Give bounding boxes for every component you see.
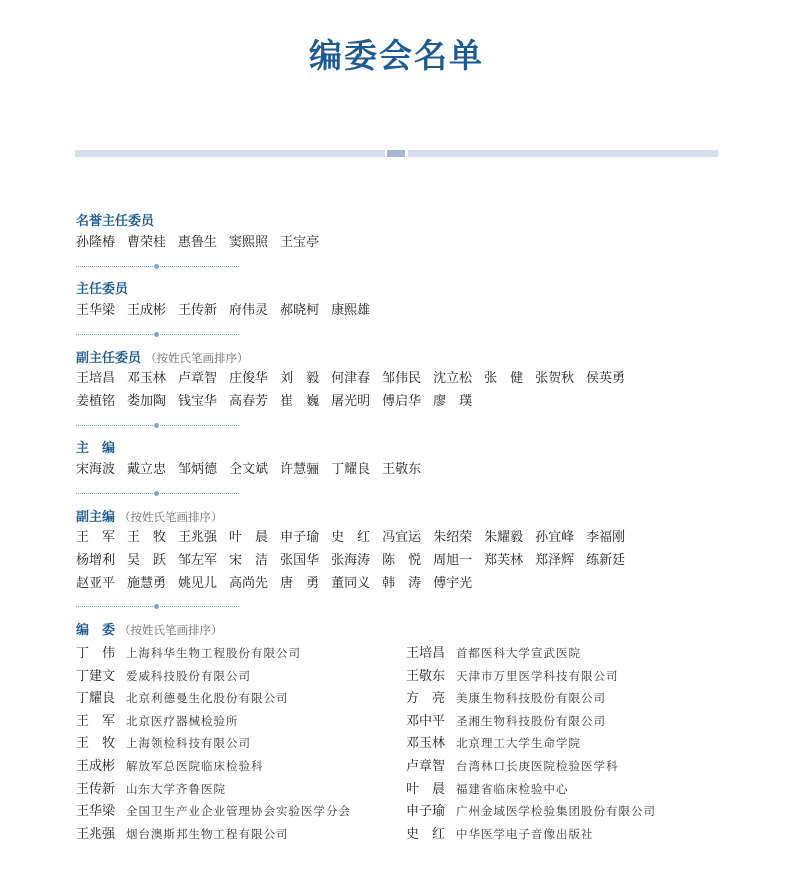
editor-name: 王成彬: [76, 758, 116, 774]
member-name: 窦熙照: [229, 235, 269, 250]
page-title: 编委会名单: [309, 36, 484, 75]
member-name: 杨增利: [76, 553, 116, 568]
editor-entry: [406, 754, 766, 777]
editor-organization: 上海领检科技有限公司: [126, 736, 251, 751]
section-separator: [76, 423, 239, 429]
member-name: 郑泽辉: [535, 553, 575, 568]
member-name: 沈立松: [433, 371, 473, 386]
section-chairs: [76, 281, 736, 322]
member-name: 康熙雄: [331, 303, 371, 318]
section-heading: 编 委 （按姓氏笔画排序）: [76, 623, 223, 638]
editor-entry: [76, 731, 436, 754]
member-name: 赵亚平: [76, 576, 116, 591]
member-name: 邹伟民: [382, 371, 422, 386]
member-name: 王传新: [178, 303, 218, 318]
member-name: 王敬东: [382, 462, 422, 477]
editor-organization: 广州金域医学检验集团股份有限公司: [456, 804, 656, 819]
section-deputy-editors: [76, 508, 736, 595]
name-row: [76, 458, 736, 481]
member-name: 施慧勇: [127, 576, 167, 591]
member-name: 陈 悦: [382, 553, 422, 568]
member-name: 郑芙林: [484, 553, 524, 568]
editor-organization: 美康生物科技股份有限公司: [456, 691, 606, 706]
editor-entry: [406, 777, 766, 800]
member-name: 王兆强: [178, 530, 218, 545]
editor-organization: 上海科华生物工程股份有限公司: [126, 646, 301, 660]
editor-name: 丁建文: [76, 668, 116, 684]
member-name: 邹炳德: [178, 462, 218, 477]
editor-entry: [76, 641, 436, 664]
member-name: 王 牧: [127, 530, 167, 545]
member-name: 崔 巍: [280, 394, 320, 409]
name-row: [76, 549, 736, 572]
editorial-board-right-column: [406, 641, 766, 844]
sort-note: （按姓氏笔画排序）: [119, 623, 223, 637]
editor-entry: [406, 641, 766, 664]
editor-entry: [76, 799, 436, 822]
editor-entry: [406, 709, 766, 732]
editor-organization: 烟台澳斯邦生物工程有限公司: [126, 826, 289, 841]
member-name: 王宝亭: [280, 235, 320, 250]
member-name: 戴立忠: [127, 462, 167, 477]
editor-name: 卢章智: [406, 758, 446, 774]
member-name: 唐 勇: [280, 576, 320, 591]
member-name: 傅启华: [382, 394, 422, 409]
member-name: 钱宝华: [178, 394, 218, 409]
member-name: 朱耀毅: [484, 530, 524, 545]
editor-name: 王 军: [76, 713, 116, 729]
member-name: 郝晓柯: [280, 303, 320, 318]
member-name: 廖 璞: [433, 394, 473, 409]
editor-name: 王 牧: [76, 736, 116, 752]
editor-entry: [76, 822, 436, 845]
member-name: 何津春: [331, 371, 371, 386]
title-divider-marker: [387, 150, 405, 157]
member-name: 孙隆椿: [76, 235, 116, 250]
member-name: 屠光明: [331, 394, 371, 409]
member-name: 叶 晨: [229, 530, 269, 545]
member-name: 韩 涛: [382, 576, 422, 591]
editor-organization: 全国卫生产业企业管理协会实验医学分会: [126, 804, 351, 819]
member-name: 刘 毅: [280, 371, 320, 386]
section-separator: [76, 264, 239, 270]
section-separator: [76, 332, 239, 338]
member-name: 周旭一: [433, 553, 473, 568]
member-name: 高尚先: [229, 576, 269, 591]
name-row: [76, 572, 736, 595]
editor-organization: 北京理工大学生命学院: [456, 736, 581, 751]
member-name: 孙宜峰: [535, 530, 575, 545]
title-divider-right: [408, 150, 718, 157]
section-heading: 副主任委员 （按姓氏笔画排序）: [76, 351, 249, 366]
editor-organization: 北京医疗器械检验所: [126, 713, 239, 728]
section-heading: 副主编 （按姓氏笔画排序）: [76, 510, 223, 525]
editor-entry: [406, 731, 766, 754]
member-name: 董同义: [331, 576, 371, 591]
editor-organization: 北京利德曼生化股份有限公司: [126, 691, 289, 706]
editor-name: 王敬东: [406, 668, 446, 684]
member-name: 许慧骊: [280, 462, 320, 477]
editor-organization: 天津市万里医学科技有限公司: [456, 668, 619, 683]
member-name: 吴 跃: [127, 553, 167, 568]
name-row: [76, 231, 736, 254]
section-chief-editors: [76, 440, 736, 481]
section-heading: 主任委员: [76, 282, 129, 297]
editor-entry: [76, 686, 436, 709]
section-separator: [76, 491, 239, 497]
editor-name: 史 红: [406, 826, 446, 842]
editor-organization: 首都医科大学宣武医院: [456, 646, 581, 660]
member-name: 丁耀良: [331, 462, 371, 477]
member-name: 朱绍荣: [433, 530, 473, 545]
member-name: 练新廷: [586, 553, 626, 568]
member-name: 王成彬: [127, 303, 167, 318]
section-honorary-chairs: [76, 213, 736, 254]
editor-organization: 爱威科技股份有限公司: [126, 668, 251, 683]
member-name: 惠鲁生: [178, 235, 218, 250]
editor-name: 王兆强: [76, 826, 116, 842]
member-name: 申子瑜: [280, 530, 320, 545]
member-name: 史 红: [331, 530, 371, 545]
member-name: 张国华: [280, 553, 320, 568]
editor-name: 王华梁: [76, 804, 116, 820]
editor-organization: 中华医学电子音像出版社: [456, 826, 594, 841]
section-editorial-board: [76, 621, 736, 639]
member-name: 宋海波: [76, 462, 116, 477]
member-name: 冯宜运: [382, 530, 422, 545]
editor-name: 申子瑜: [406, 804, 446, 820]
name-row: [76, 367, 736, 390]
member-name: 姜植铭: [76, 394, 116, 409]
sort-note: （按姓氏笔画排序）: [145, 351, 249, 365]
editor-name: 丁 伟: [76, 646, 116, 661]
editor-organization: 圣湘生物科技股份有限公司: [456, 713, 606, 728]
member-name: 庄俊华: [229, 371, 269, 386]
editor-entry: [406, 799, 766, 822]
member-name: 府伟灵: [229, 303, 269, 318]
editor-name: 王传新: [76, 781, 116, 797]
editor-entry: [406, 822, 766, 845]
editor-name: 方 亮: [406, 691, 446, 707]
member-name: 娄加陶: [127, 394, 167, 409]
sort-note: （按姓氏笔画排序）: [119, 510, 223, 524]
member-name: 张海涛: [331, 553, 371, 568]
member-name: 卢章智: [178, 371, 218, 386]
member-name: 邹左军: [178, 553, 218, 568]
editor-entry: [76, 777, 436, 800]
editor-organization: 台湾林口长庚医院检验医学科: [456, 758, 619, 773]
editor-entry: [76, 709, 436, 732]
member-name: 仝文斌: [229, 462, 269, 477]
member-name: 曹荣桂: [127, 235, 167, 250]
editor-name: 邓玉林: [406, 736, 446, 752]
name-row: [76, 390, 736, 413]
member-name: 张贺秋: [535, 371, 575, 386]
member-name: 侯英勇: [586, 371, 626, 386]
member-name: 王 军: [76, 530, 116, 545]
member-name: 邓玉林: [127, 371, 167, 386]
editor-entry: [406, 664, 766, 687]
section-heading: 名誉主任委员: [76, 214, 155, 229]
member-name: 宋 洁: [229, 553, 269, 568]
name-row: [76, 299, 736, 322]
member-name: 李福刚: [586, 530, 626, 545]
member-name: 张 健: [484, 371, 524, 386]
member-name: 高春芳: [229, 394, 269, 409]
member-name: 王培昌: [76, 371, 116, 386]
section-heading: 主 编: [76, 441, 116, 456]
member-name: 姚见儿: [178, 576, 218, 591]
section-separator: [76, 604, 239, 610]
name-row: [76, 526, 736, 549]
section-vice-chairs: [76, 349, 736, 413]
editor-name: 叶 晨: [406, 781, 446, 797]
editor-entry: [76, 664, 436, 687]
member-name: 王华梁: [76, 303, 116, 318]
editor-organization: 福建省临床检验中心: [456, 781, 569, 796]
member-name: 傅宇光: [433, 576, 473, 591]
editor-name: 王培昌: [406, 646, 446, 661]
editor-name: 邓中平: [406, 713, 446, 729]
editorial-board-left-column: [76, 641, 436, 844]
editor-organization: 山东大学齐鲁医院: [126, 781, 226, 796]
editor-organization: 解放军总医院临床检验科: [126, 758, 264, 773]
title-divider-left: [75, 150, 385, 157]
editor-entry: [406, 686, 766, 709]
editor-entry: [76, 754, 436, 777]
editor-name: 丁耀良: [76, 691, 116, 707]
